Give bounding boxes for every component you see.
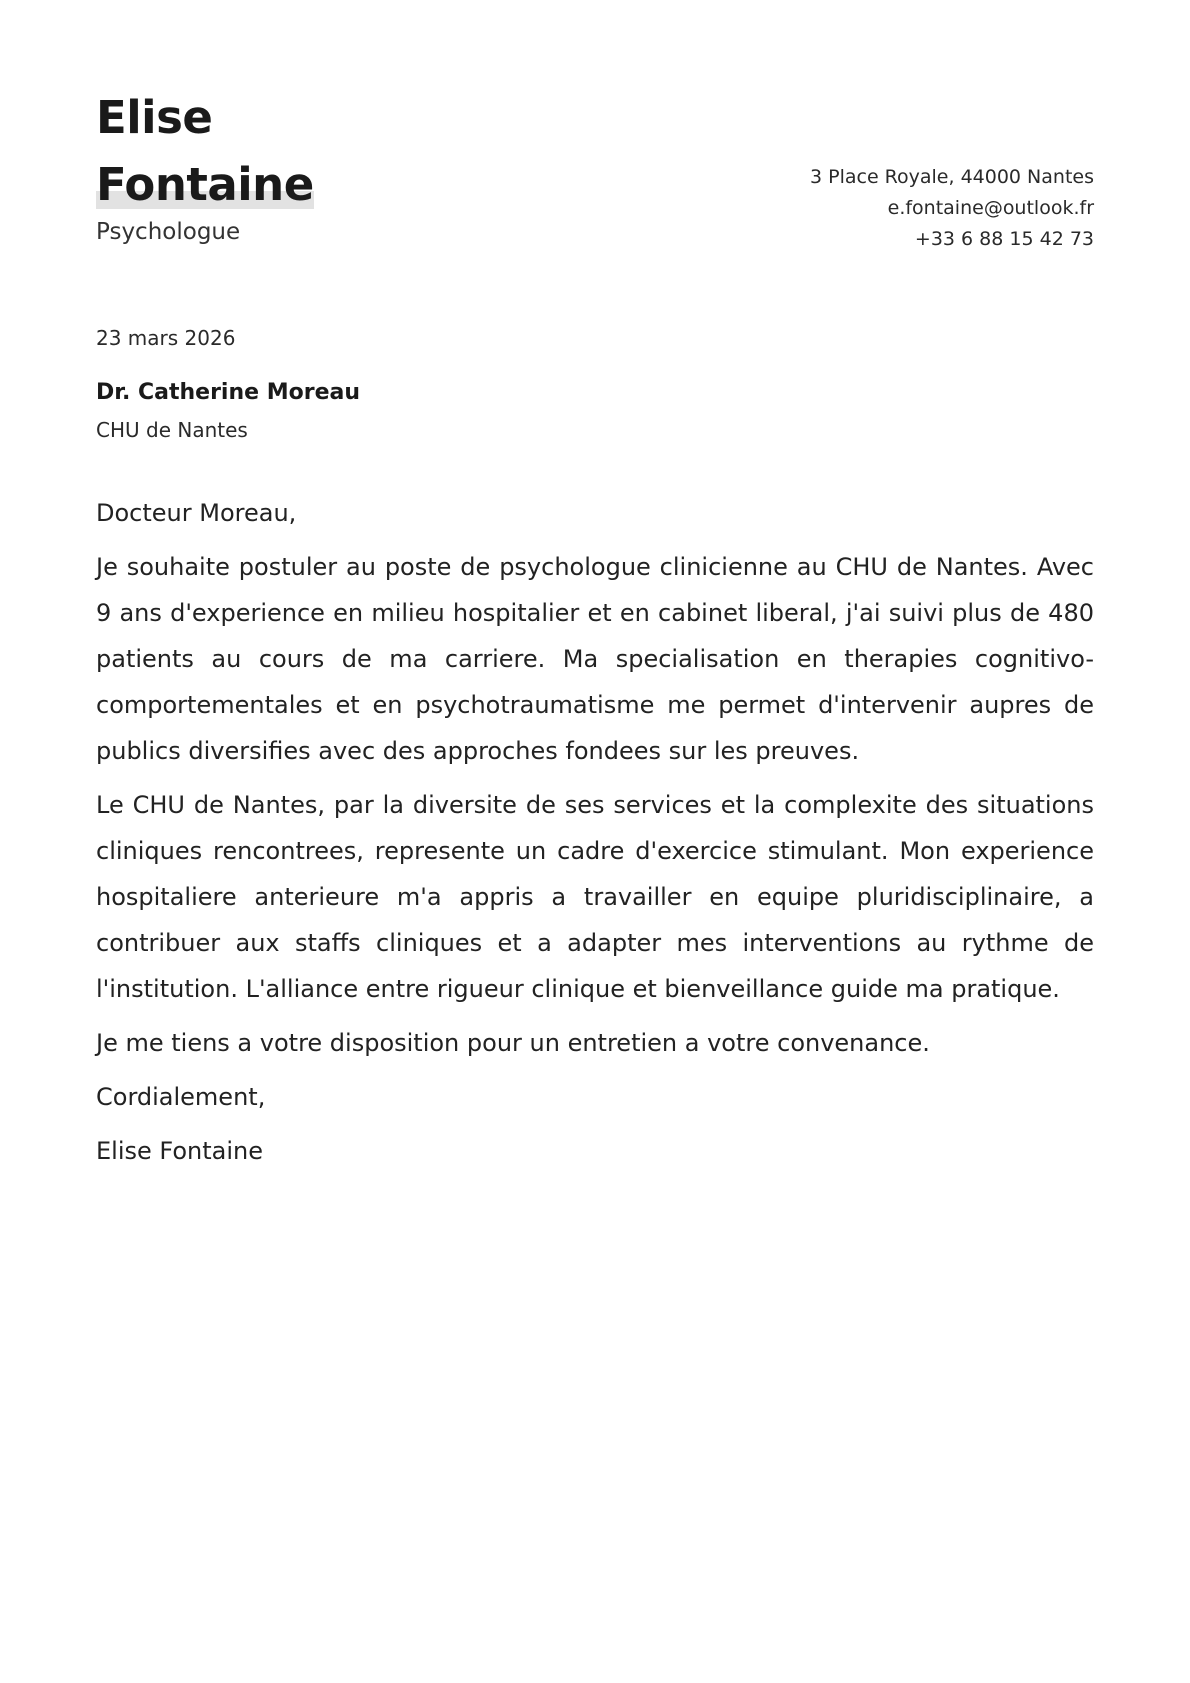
sender-name — [96, 84, 314, 218]
cover-letter-page — [96, 0, 1094, 1165]
closing: Cordialement, — [96, 1083, 266, 1111]
sender-email: e.fontaine@outlook.fr — [887, 197, 1094, 219]
sender-profession: Psychologue — [96, 219, 241, 245]
paragraph-1: Je souhaite postuler au poste de psychologue clinicienne au CHU de Nantes. Avec 9 ans d'experience en milieu hospitalier et en cabinet liberal, j'ai suivi plus de 480 patients au cours de ma carriere. Ma specialisation en therapies cognitivo-comportementales et en psychotraumatisme me permet d'intervenir aupres de publics diversifies avec des approches fondees sur les preuves. — [96, 553, 1094, 765]
letter-date: 23 mars 2026 — [96, 326, 236, 350]
sender-first-name: Elise — [96, 91, 213, 144]
letter-header — [96, 0, 1094, 280]
sender-contact-block — [810, 162, 1094, 255]
sender-phone: +33 6 88 15 42 73 — [914, 228, 1094, 250]
recipient-organization: CHU de Nantes — [96, 418, 248, 442]
recipient-name: Dr. Catherine Moreau — [96, 380, 360, 405]
salutation: Docteur Moreau, — [96, 499, 297, 527]
sender-last-name: Fontaine — [96, 158, 314, 211]
paragraph-3: Je me tiens a votre disposition pour un entretien a votre convenance. — [96, 1029, 930, 1057]
paragraph-2: Le CHU de Nantes, par la diversite de ses services et la complexite des situations cliniques rencontrees, represente un cadre d'exercice stimulant. Mon experience hospitaliere anterieure m'a appris a travailler en equipe pluridisciplinaire, a contribuer aux staffs cliniques et a adapter mes interventions au rythme de l'institution. L'alliance entre rigueur clinique et bienveillance guide ma pratique. — [96, 791, 1094, 1003]
signature: Elise Fontaine — [96, 1137, 264, 1165]
sender-address: 3 Place Royale, 44000 Nantes — [809, 166, 1094, 188]
letter-body — [96, 490, 1094, 1182]
